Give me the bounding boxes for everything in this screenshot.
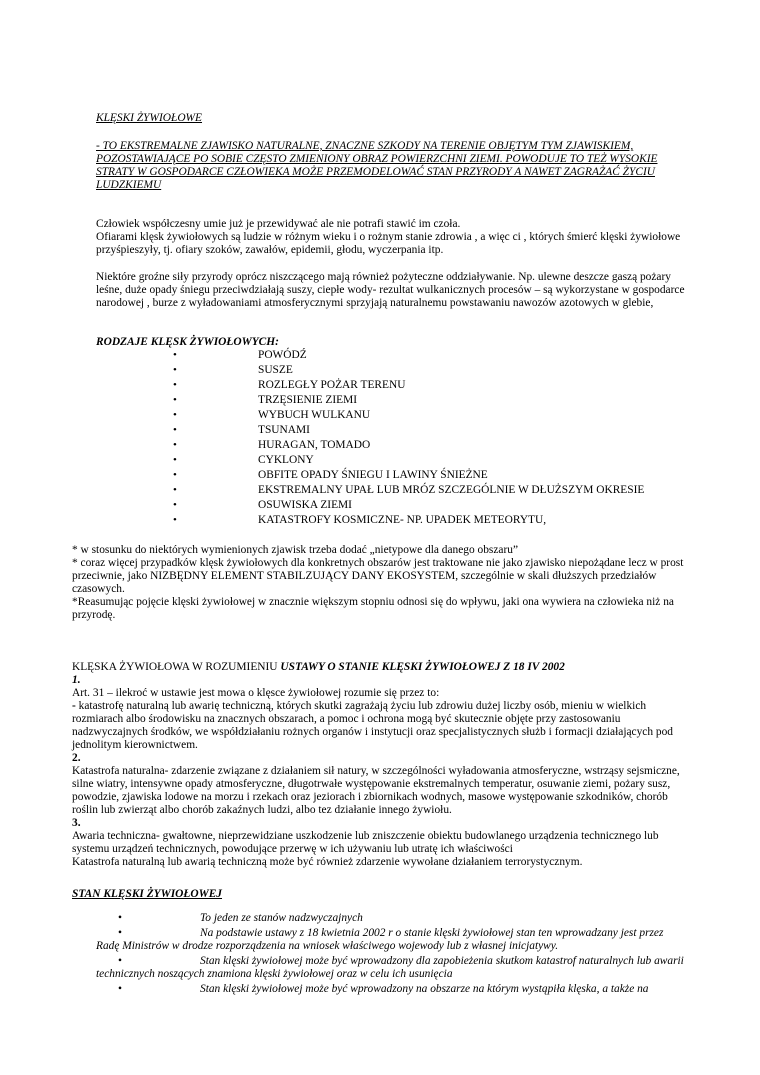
note-1: * w stosunku do niektórych wymienionych zjawisk trzeba dodać „nietypowe dla danego obszaru” xyxy=(72,544,519,556)
intro-paragraph xyxy=(96,218,688,257)
types-heading: RODZAJE KLĘSK ŻYWIOŁOWYCH: xyxy=(96,336,279,348)
law-number-1: 1. xyxy=(72,674,81,686)
list-item: • TSUNAMI xyxy=(173,424,310,436)
bullet: • xyxy=(173,409,177,421)
list-item: • POWÓDŹ xyxy=(173,349,307,361)
list-item: • Stan klęski żywiołowej może być wprowadzony na obszarze na którym wystąpiła klęska, a także na xyxy=(118,983,649,995)
bullet: • xyxy=(173,349,177,361)
bullet: • xyxy=(173,394,177,406)
law-heading: KLĘSKA ŻYWIOŁOWA W ROZUMIENIU USTAWY O STANIE KLĘSKI ŻYWIOŁOWEJ Z 18 IV 2002 xyxy=(72,661,565,673)
positive-effects-paragraph: Niektóre groźne siły przyrody oprócz niszczącego mają również pożyteczne oddziaływanie. Np. ulewne deszcze gaszą pożary leśne, duże opady śniegu przeciwdziałają suszy, ciepłe wody- rezultat wulkanicznych procesów – są wykorzystane w gospodarce narodowej , burze z wyładowaniami atmosferycznymi sprzyjają naturalnemu powstawaniu nawozów azotowych w glebie, xyxy=(96,271,685,309)
list-item: • CYKLONY xyxy=(173,454,314,466)
list-item: • KATASTROFY KOSMICZNE- NP. UPADEK METEORYTU, xyxy=(173,514,547,526)
bullet: • xyxy=(173,514,177,526)
law-article: Art. 31 – ilekroć w ustawie jest mowa o klęsce żywiołowej rozumie się przez to: xyxy=(72,687,440,699)
intro-line-2: Ofiarami klęsk żywiołowych są ludzie w różnym wieku i o rożnym stanie zdrowia , a więc ci , których śmierć klęski żywiołowe przyśpieszyły, tj. ofiary szoków, zawałów, epidemii, głodu, wyczerpania itp. xyxy=(96,231,681,256)
law-section xyxy=(72,661,688,869)
law-number-2: 2. xyxy=(72,752,81,764)
definition-paragraph: - TO EKSTREMALNE ZJAWISKO NATURALNE, ZNACZNE SZKODY NA TERENIE OBJĘTYM TYM ZJAWISKIEM, POZOSTAWIAJĄCE PO SOBIE CZĘSTO ZMIENIONY OBRAZ POWIERZCHNI ZIEMI. POWODUJE TO TEŻ WYSOKIE STRATY W GOSPODARCE CZŁOWIEKA MOŻE PRZEMODELOWAĆ STAN PRZYRODY A NAWET ZAGRAŻAĆ ŻYCIU LUDZKIEMU xyxy=(96,140,658,191)
list-item: • EKSTREMALNY UPAŁ LUB MRÓZ SZCZEGÓLNIE W DŁUŻSZYM OKRESIE xyxy=(173,484,645,496)
bullet: • xyxy=(173,499,177,511)
list-item: • Na podstawie ustawy z 18 kwietnia 2002 r o stanie klęski żywiołowej stan ten wprowadzany jest przez Radę Ministrów w drodze rozporządzenia na wniosek właściwego wojewody lub z własnej inicjatywy. xyxy=(96,927,664,952)
list-item: • Stan klęski żywiołowej może być wprowadzony dla zapobieżenia skutkom katastrof naturalnych lub awarii technicznych noszących znamiona klęski żywiołowej oraz w celu ich usunięcia xyxy=(96,955,684,980)
bullet: • xyxy=(118,983,122,995)
document-title: KLĘSKI ŻYWIOŁOWE xyxy=(96,112,203,124)
list-item: • HURAGAN, TOMADO xyxy=(173,439,371,451)
list-item: • ROZLEGŁY POŻAR TERENU xyxy=(173,379,406,391)
list-item: • TRZĘSIENIE ZIEMI xyxy=(173,394,358,406)
list-item: • SUSZE xyxy=(173,364,293,376)
note-3: *Reasumując pojęcie klęski żywiołowej w znacznie większym stopniu odnosi się do wpływu, jaki ona wywiera na człowieka niż na przyrodę. xyxy=(72,596,674,621)
disaster-types-list xyxy=(0,348,760,528)
list-item: • OSUWISKA ZIEMI xyxy=(173,499,352,511)
bullet: • xyxy=(173,469,177,481)
list-item: • OBFITE OPADY ŚNIEGU I LAWINY ŚNIEŻNE xyxy=(173,469,488,481)
law-paragraph-1: - katastrofę naturalną lub awarię techniczną, których skutki zagrażają życiu lub zdrowiu dużej liczby osób, mieniu w wielkich rozmiarach albo środowisku na znacznych obszarach, a pomoc i ochrona mogą być skutecznie objęte przy zastosowaniu nadzwyczajnych środków, we współdziałaniu rożnych organów i instytucji oraz specjalistycznych służb i formacji działających pod jednolitym kierownictwem. xyxy=(72,700,673,751)
bullet: • xyxy=(173,439,177,451)
bullet: • xyxy=(118,955,122,967)
note-2: * coraz więcej przypadków klęsk żywiołowych dla konkretnych obszarów jest traktowane nie jako zjawisko niepożądane lecz w prost przeciwnie, jako NIZBĘDNY ELEMENT STABILZUJĄCY DANY EKOSYSTEM, szczególnie w skali dłuższych przedziałów czasowych. xyxy=(72,557,684,595)
bullet: • xyxy=(173,484,177,496)
bullet: • xyxy=(173,454,177,466)
law-paragraph-3b: Katastrofa naturalną lub awarią techniczną może być również zdarzenie wywołane działaniem terrorystycznym. xyxy=(72,856,583,868)
intro-line-1: Człowiek współczesny umie już je przewidywać ale nie potrafi stawić im czoła. xyxy=(96,218,461,230)
law-number-3: 3. xyxy=(72,817,81,829)
state-list xyxy=(96,912,688,998)
bullet: • xyxy=(118,912,122,924)
bullet: • xyxy=(173,379,177,391)
law-paragraph-3a: Awaria techniczna- gwałtowne, nieprzewidziane uszkodzenie lub zniszczenie obiektu budowlanego urządzenia technicznego lub systemu urządzeń technicznych, powodujące przerwę w ich używaniu lub utratę ich właściwości xyxy=(72,830,659,855)
list-item: • WYBUCH WULKANU xyxy=(173,409,371,421)
list-item: • To jeden ze stanów nadzwyczajnych xyxy=(118,912,363,924)
bullet: • xyxy=(173,364,177,376)
notes-block xyxy=(72,544,688,622)
state-heading: STAN KLĘSKI ŻYWIOŁOWEJ xyxy=(72,888,223,900)
bullet: • xyxy=(173,424,177,436)
bullet: • xyxy=(118,927,122,939)
law-paragraph-2: Katastrofa naturalna- zdarzenie związane z działaniem sił natury, w szczególności wyładowania atmosferyczne, wstrząsy sejsmiczne, silne wiatry, intensywne opady atmosferyczne, długotrwałe występowanie ekstremalnych temperatur, osuwanie ziemi, pożary susz, powodzie, zjawiska lodowe na morzu i rzekach oraz jeziorach i zbiornikach wodnych, masowe występowanie szkodników, chorób roślin lub zwierząt albo chorób zakaźnych ludzi, albo tez działanie innego żywiołu. xyxy=(72,765,680,816)
